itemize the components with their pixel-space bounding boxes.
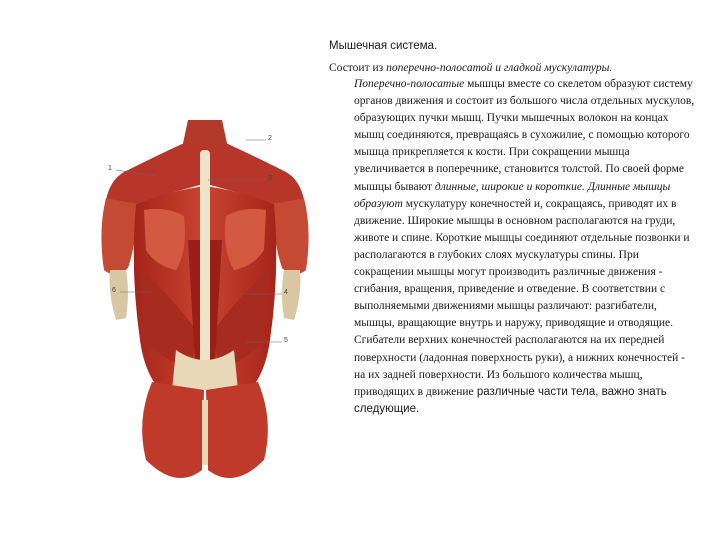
lead-italic: поперечно-полосатой и гладкой мускулатуры. bbox=[386, 62, 613, 74]
page-title: Мышечная система. bbox=[329, 40, 438, 52]
callout-label: 2 bbox=[268, 135, 272, 142]
lead-paragraph bbox=[329, 61, 699, 76]
callout-label: 6 bbox=[112, 287, 116, 294]
lead-prefix: Состоит из bbox=[329, 62, 387, 74]
p1-italic: Поперечно-полосатые bbox=[354, 78, 465, 90]
body-paragraph bbox=[354, 76, 699, 418]
text-block bbox=[329, 38, 699, 418]
p1-italic2: длинные, широкие и короткие. Длинные мышцы образуют bbox=[354, 180, 671, 210]
back-muscles-drawing bbox=[96, 120, 314, 490]
p1-tail: различные части тела, важно знать следующие. bbox=[354, 385, 667, 415]
callout-label: 1 bbox=[108, 165, 112, 172]
callout-label: 3 bbox=[268, 175, 272, 182]
callout-label: 4 bbox=[284, 289, 288, 296]
back-muscles-illustration bbox=[96, 120, 314, 490]
p1-text2: мускулатуру конечностей и, сокращаясь, приводят их в движение. Широкие мышцы в основном располагаются на груди, животе и спине. Короткие мышцы соединяют отдельные позвонки и располагаются в глубоких слоях мускулатуры спины. При сокращении мышцы могут производить различные движения - сгибания, вращения, приведение и отведение. В соответствии с выполняемыми движениями мышцы различают: разгибатели, мышцы, вращающие внутрь и наружу, приводящие и отводящие. Сгибатели верхних конечностей располагаются на их передней поверхности (ладонная поверхность руки), а нижних конечностей - на их задней поверхности. Из большого количества мышц, приводящих в движение bbox=[354, 197, 690, 398]
p1-text: мышцы вместе со скелетом образуют систему органов движения и состоит из большого числа отдельных мускулов, образующих пучки мышц. Пучки мышечных волокон на концах мышц соединяются, превращаясь в сухожилие, с помощью которого мышца прикрепляется к кости. При сокращении мышца увеличивается в поперечнике, становится толстой. По своей форме мышцы бывают bbox=[354, 78, 695, 193]
callout-label: 5 bbox=[284, 337, 288, 344]
